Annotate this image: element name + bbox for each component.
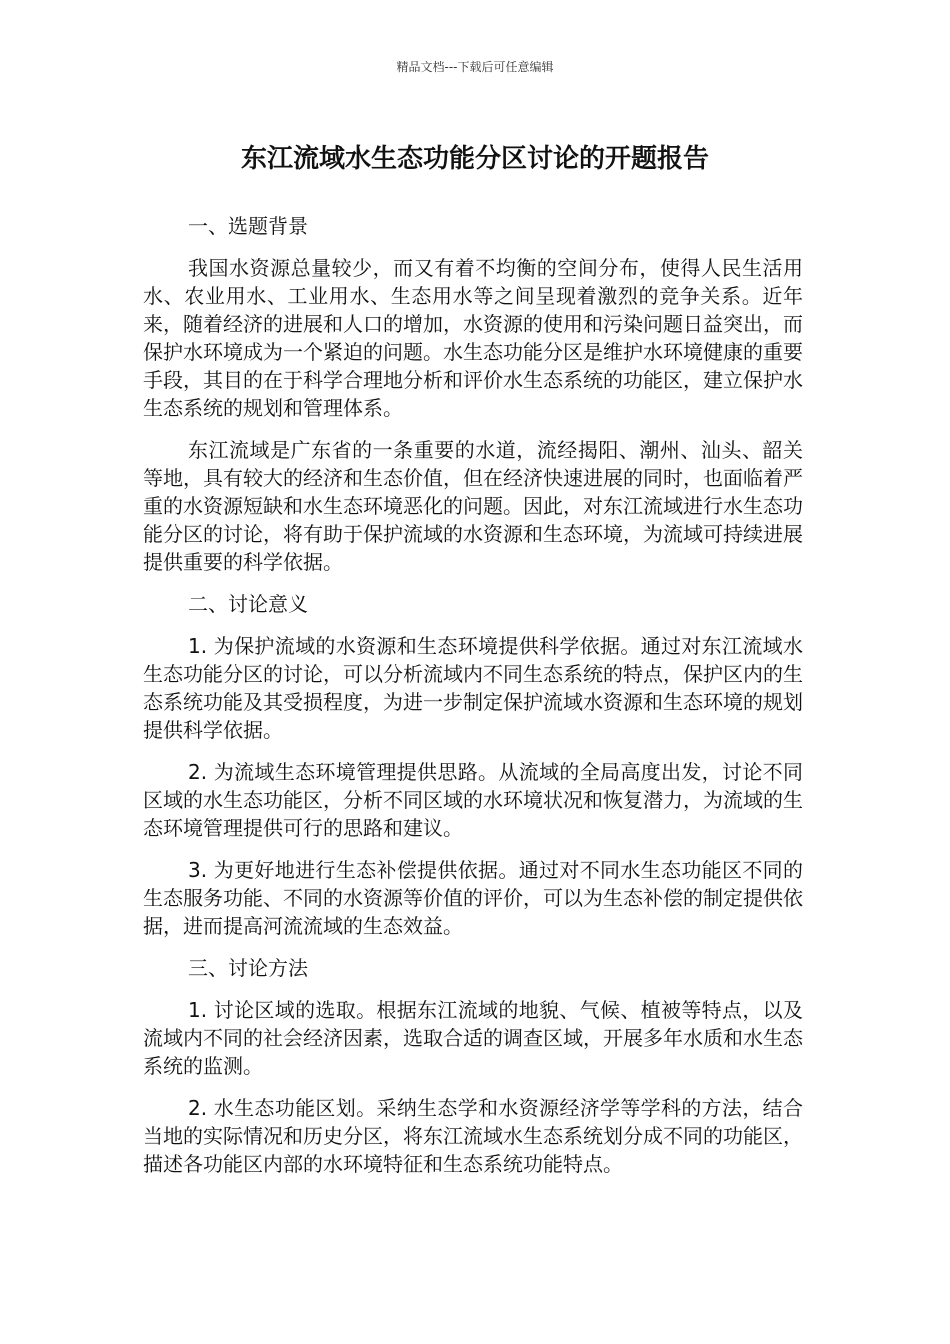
list-paragraph: 1. 为保护流域的水资源和生态环境提供科学依据。通过对东江流域水生态功能分区的讨论，可以分析流域内不同生态系统的特点，保护区内的生态系统功能及其受损程度，为进一步制定保护流域水资源和生态环境的规划提供科学依据。 <box>143 634 803 742</box>
document-title: 东江流域水生态功能分区讨论的开题报告 <box>240 144 709 174</box>
section-heading-methods: 三、讨论方法 <box>188 956 308 980</box>
list-paragraph: 2. 为流域生态环境管理提供思路。从流域的全局高度出发，讨论不同区域的水生态功能区，分析不同区域的水环境状况和恢复潜力，为流域的生态环境管理提供可行的思路和建议。 <box>143 760 803 840</box>
list-paragraph: 1. 讨论区域的选取。根据东江流域的地貌、气候、植被等特点，以及流域内不同的社会经济因素，选取合适的调查区域，开展多年水质和水生态系统的监测。 <box>143 998 803 1078</box>
section-heading-significance: 二、讨论意义 <box>188 592 308 616</box>
list-paragraph: 3. 为更好地进行生态补偿提供依据。通过对不同水生态功能区不同的生态服务功能、不同的水资源等价值的评价，可以为生态补偿的制定提供依据，进而提高河流流域的生态效益。 <box>143 858 803 938</box>
section-heading-background: 一、选题背景 <box>188 214 308 238</box>
list-paragraph: 2. 水生态功能区划。采纳生态学和水资源经济学等学科的方法，结合当地的实际情况和历史分区，将东江流域水生态系统划分成不同的功能区，描述各功能区内部的水环境特征和生态系统功能特点。 <box>143 1096 803 1176</box>
page-header: 精品文档---下载后可任意编辑 <box>396 60 554 74</box>
document-body <box>143 212 803 1192</box>
paragraph: 东江流域是广东省的一条重要的水道，流经揭阳、潮州、汕头、韶关等地，具有较大的经济和生态价值，但在经济快速进展的同时，也面临着严重的水资源短缺和水生态环境恶化的问题。因此，对东江流域进行水生态功能分区的讨论，将有助于保护流域的水资源和生态环境，为流域可持续进展提供重要的科学依据。 <box>143 438 803 574</box>
paragraph: 我国水资源总量较少，而又有着不均衡的空间分布，使得人民生活用水、农业用水、工业用水、生态用水等之间呈现着激烈的竞争关系。近年来，随着经济的进展和人口的增加，水资源的使用和污染问题日益突出，而保护水环境成为一个紧迫的问题。水生态功能分区是维护水环境健康的重要手段，其目的在于科学合理地分析和评价水生态系统的功能区，建立保护水生态系统的规划和管理体系。 <box>143 256 803 420</box>
